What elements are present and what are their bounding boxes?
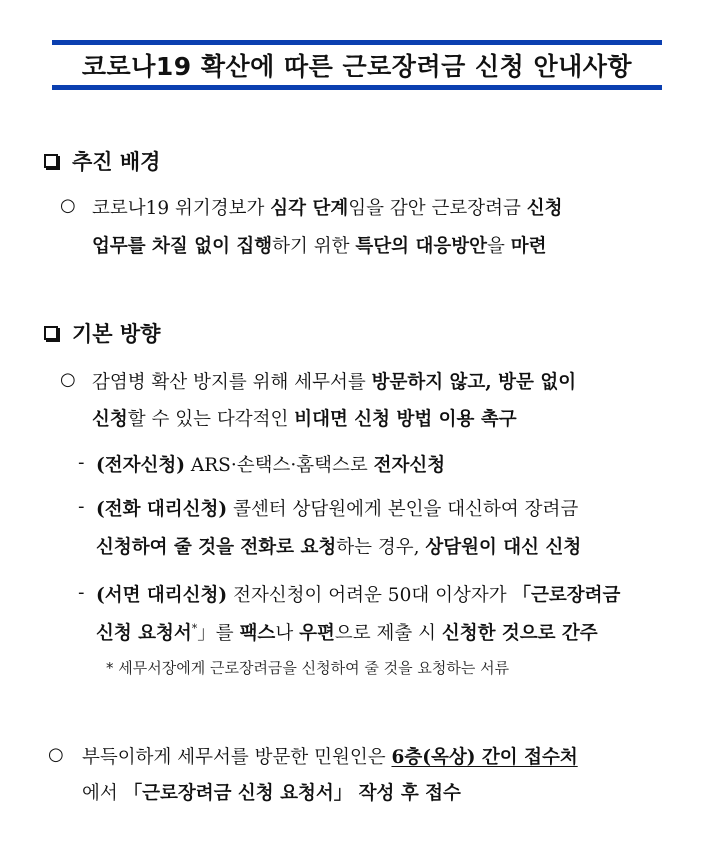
text-span: 부득이하게 세무서를 방문한 민원인은 (82, 747, 392, 768)
text-span: 」를 (197, 623, 240, 644)
paragraph-line (96, 619, 598, 645)
bold-text: 비대면 신청 방법 이용 촉구 (294, 409, 517, 430)
bold-text: (전화 대리신청) (96, 499, 228, 520)
bold-text: 「근로장려금 (512, 585, 621, 606)
paragraph-line (96, 533, 581, 559)
bold-text: 우편 (299, 623, 335, 644)
title-text: 코로나19 확산에 따른 근로장려금 신청 안내사항 (81, 52, 633, 81)
bold-text: 특단의 대응방안 (355, 236, 487, 257)
bold-text: 심각 단계 (270, 198, 349, 219)
bold-text: 전자신청 (373, 455, 446, 476)
checkbox-square-icon (44, 154, 58, 168)
bold-text: 신청 요청서 (96, 623, 192, 644)
bold-text: 신청 (92, 409, 128, 430)
circle-bullet-icon: ○ (48, 744, 64, 765)
text-span: 으로 제출 시 (334, 623, 442, 644)
paragraph-line (92, 194, 562, 220)
circle-bullet-icon: ○ (60, 369, 76, 390)
underlined-bold-text: 6층(옥상) 간이 접수처 (391, 747, 578, 768)
text-span: 감염병 확산 방지를 위해 세무서를 (92, 372, 372, 393)
paragraph-line (82, 779, 461, 805)
bold-text: 마련 (510, 236, 547, 257)
bold-text: 「근로장려금 신청 요청서」 작성 후 접수 (123, 783, 461, 804)
text-span: 임을 감안 근로장려금 (348, 198, 527, 219)
text-span: 하는 경우, (336, 537, 426, 558)
paragraph-line (82, 743, 578, 769)
bold-text: 신청하여 줄 것을 전화로 요청 (96, 537, 337, 558)
paragraph-line (92, 368, 576, 394)
footnote: * 세무서장에게 근로장려금을 신청하여 줄 것을 요청하는 서류 (106, 659, 510, 677)
section-title: 추진 배경 (72, 150, 161, 174)
dash-bullet: - (78, 496, 85, 517)
text-span: 에서 (82, 783, 124, 804)
bold-text: (전자신청) (96, 455, 185, 476)
checkbox-square-icon (44, 326, 58, 340)
paragraph-line (92, 405, 517, 431)
dash-bullet: - (78, 452, 85, 473)
dash-bullet: - (78, 582, 85, 603)
paragraph-line (92, 232, 546, 258)
bold-text: (서면 대리신청) (96, 585, 228, 606)
section-heading-direction (44, 318, 160, 348)
bold-text: 신청한 것으로 간주 (441, 623, 598, 644)
text-span: 하기 위한 (272, 236, 356, 257)
text-span: 코로나19 위기경보가 (92, 198, 271, 219)
text-span: 콜센터 상담원에게 본인을 대신하여 장려금 (227, 499, 579, 520)
section-heading-background (44, 146, 160, 176)
circle-bullet-icon: ○ (60, 195, 76, 216)
footnote-marker: * (191, 621, 198, 635)
text-span: 할 수 있는 다각적인 (127, 409, 295, 430)
bold-text: 팩스 (239, 623, 276, 644)
paragraph-line (96, 495, 578, 521)
bold-text: 상담원이 대신 신청 (425, 537, 582, 558)
text-span: 나 (275, 623, 300, 644)
text-span: 전자신청이 어려운 50대 이상자가 (227, 585, 513, 606)
paragraph-line (96, 581, 620, 607)
bold-text: 업무를 차질 없이 집행 (92, 236, 273, 257)
bold-text: 신청 (526, 198, 563, 219)
section-title: 기본 방향 (72, 322, 161, 346)
paragraph-line (96, 451, 445, 477)
page-title (52, 40, 662, 90)
text-span: 을 (486, 236, 511, 257)
bold-text: 방문하지 않고, 방문 없이 (371, 372, 577, 393)
text-span: ARS·손택스·홈택스로 (185, 455, 374, 476)
